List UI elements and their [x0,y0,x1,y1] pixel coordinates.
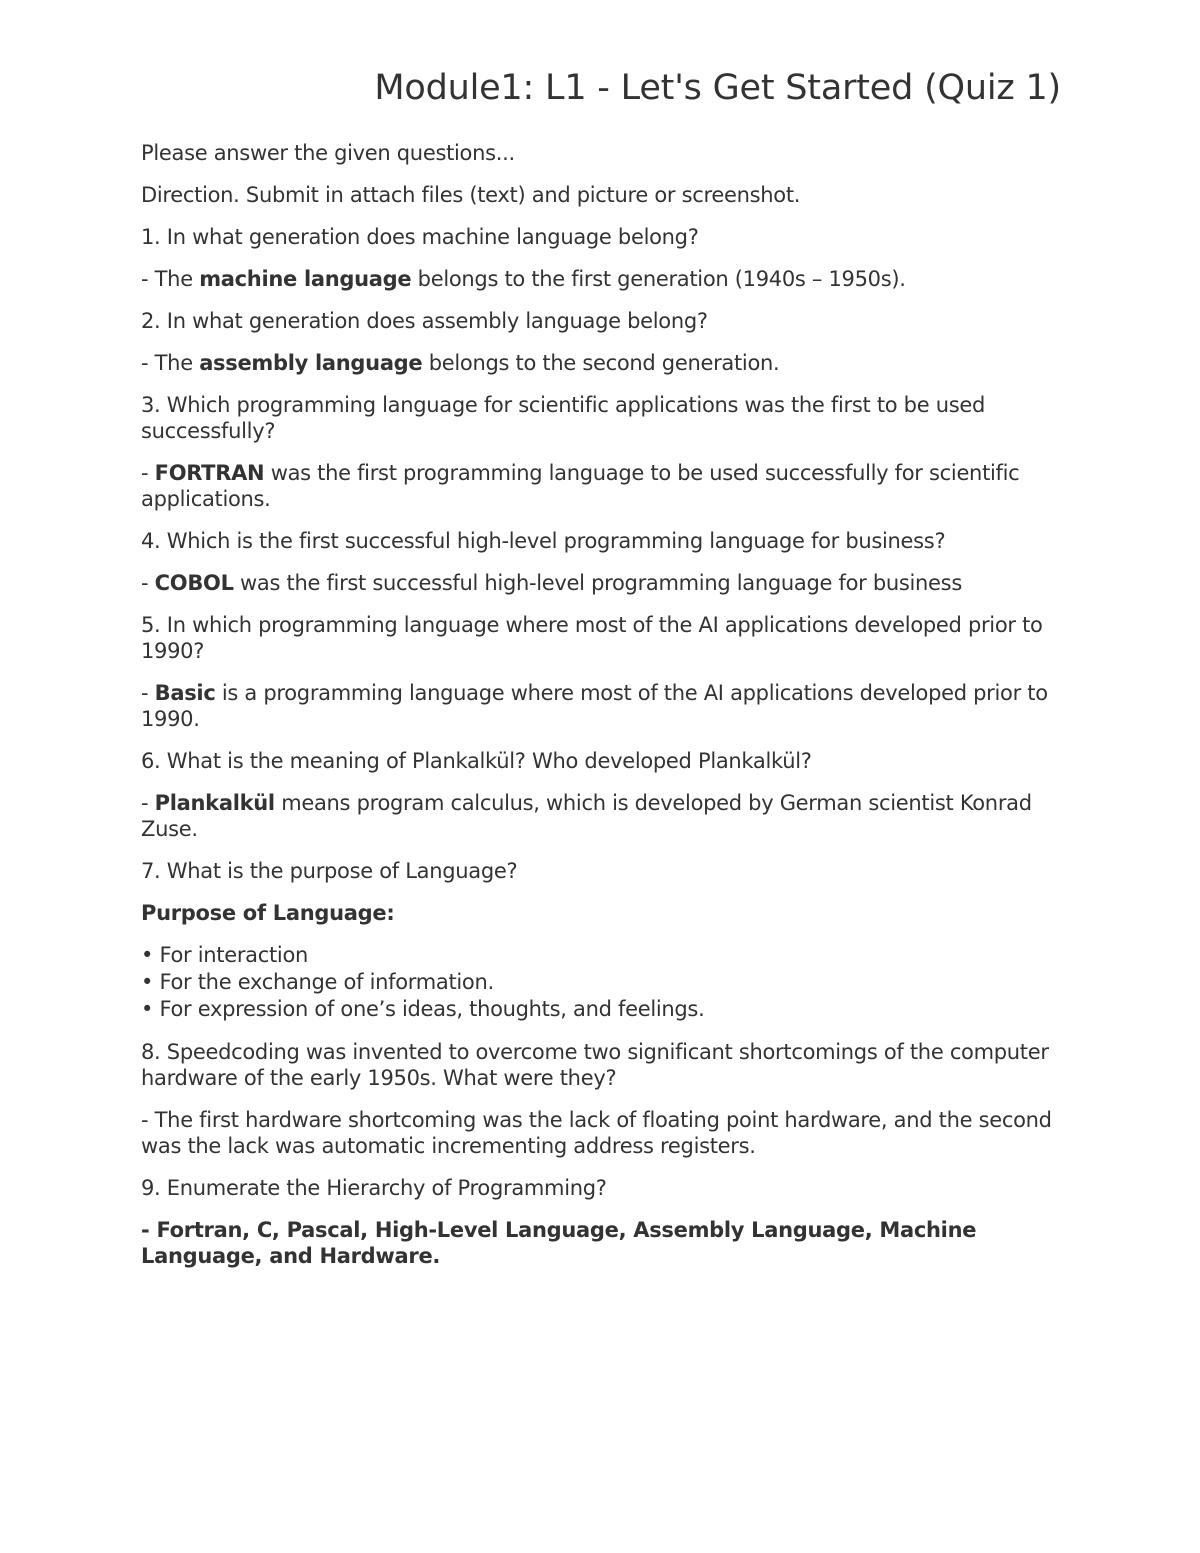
intro-text: Please answer the given questions... [141,141,515,165]
question-2: 2. In what generation does assembly language belong? [141,309,708,333]
answer-prefix: - [141,681,155,705]
answer-rest: is a programming language where most of the AI applications developed prior to 1990. [141,681,1048,731]
answer-term: assembly language [199,351,423,375]
answer-term: Basic [154,681,216,705]
answer-2 [141,350,1061,376]
direction-text: Direction. Submit in attach files (text) and picture or screenshot. [141,183,801,207]
answer-prefix: - The [141,267,200,291]
list-item: • For expression of one’s ideas, thoughts, and feelings. [141,997,705,1021]
question-5: 5. In which programming language where most of the AI applications developed prior to 1990? [141,613,1043,663]
answer-rest: was the first successful high-level programming language for business [233,571,962,595]
answer-3 [141,460,1061,512]
answer-prefix: - [141,461,155,485]
question-4: 4. Which is the first successful high-level programming language for business? [141,529,946,553]
answer-8: - The first hardware shortcoming was the lack of floating point hardware, and the second was the lack was automatic incrementing address registers. [141,1108,1052,1158]
answer-rest: belongs to the second generation. [422,351,780,375]
answer-prefix: - The [141,351,200,375]
list-item: • For the exchange of information. [141,970,494,994]
page-title: Module1: L1 - Let's Get Started (Quiz 1) [374,68,1061,108]
answer-rest: was the first programming language to be used successfully for scientific applications. [141,461,1020,511]
list-item: • For interaction [141,943,309,967]
answer-prefix: - [141,791,155,815]
document-page [141,0,1061,1553]
answer-term: Fortran, C, Pascal, High-Level Language, Assembly Language, Machine Language, and Hardware. [141,1218,977,1268]
answer-rest: belongs to the first generation (1940s – 1950s). [411,267,906,291]
question-6: 6. What is the meaning of Plankalkül? Who developed Plankalkül? [141,749,812,773]
purpose-heading: Purpose of Language: [141,901,395,925]
answer-term: Plankalkül [154,791,275,815]
answer-5 [141,680,1061,732]
question-9: 9. Enumerate the Hierarchy of Programming? [141,1176,607,1200]
answer-prefix: - [141,1218,157,1242]
document-body [141,140,1061,1285]
answer-term: FORTRAN [154,461,265,485]
answer-4 [141,570,1061,596]
question-8: 8. Speedcoding was invented to overcome two significant shortcomings of the computer hardware of the early 1950s. What were they? [141,1040,1049,1090]
question-1: 1. In what generation does machine language belong? [141,225,699,249]
answer-rest: means program calculus, which is developed by German scientist Konrad Zuse. [141,791,1032,841]
question-3: 3. Which programming language for scientific applications was the first to be used successfully? [141,393,986,443]
answer-prefix: - [141,571,155,595]
answer-term: COBOL [154,571,234,595]
answer-1 [141,266,1061,292]
question-7: 7. What is the purpose of Language? [141,859,518,883]
answer-term: machine language [199,267,412,291]
answer-6 [141,790,1061,842]
answer-9 [141,1217,1061,1269]
purpose-list [141,942,1061,1023]
